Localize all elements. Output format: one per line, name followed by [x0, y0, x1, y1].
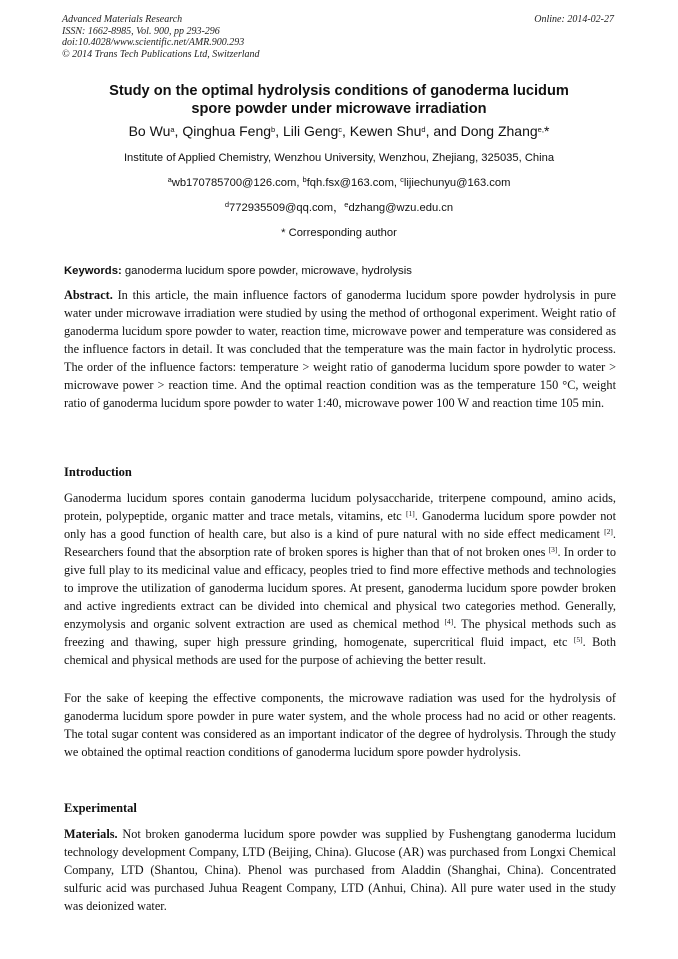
author-list — [30, 122, 648, 140]
corresponding-star: * — [543, 123, 550, 139]
keywords — [64, 264, 616, 278]
email-address[interactable]: dzhang@wzu.edu.cn — [348, 202, 454, 214]
author-name: Kewen Shu — [349, 123, 422, 139]
email-address[interactable]: wb170785700@126.com, — [171, 177, 303, 189]
paragraph-text: . Ganoderma lucidum spore powder not only has a good function of health care, but also is a kind of pure natural with no side effect medicament — [64, 509, 616, 541]
author-mark: e, — [537, 125, 544, 134]
author-mark: d — [421, 125, 426, 134]
author-name: Qinghua Feng — [182, 123, 272, 139]
citation-ref: [4] — [444, 617, 454, 626]
author-mark: b — [271, 125, 276, 134]
journal-name: Advanced Materials Research — [62, 14, 183, 25]
section-heading-experimental: Experimental — [64, 801, 137, 815]
email-mark: e — [344, 200, 349, 209]
email-mark: b — [302, 175, 307, 184]
affiliation: Institute of Applied Chemistry, Wenzhou University, Wenzhou, Zhejiang, 325035, China — [123, 152, 555, 164]
keywords-label: Keywords: — [64, 265, 122, 277]
journal-copyright: © 2014 Trans Tech Publications Ltd, Switzerland — [62, 48, 260, 60]
paragraph-text: . The physical methods such as freezing and thawing, super high pressure grinding, homogenate, supercritical fluid impact, etc — [64, 617, 616, 649]
email-address[interactable]: fqh.fsx@163.com, — [306, 177, 401, 189]
author-mark: c — [338, 125, 343, 134]
email-mark: c — [400, 175, 404, 184]
section-heading-introduction: Introduction — [64, 465, 132, 479]
paragraph-text: . Both chemical and physical methods are used for the purpose of achieving the better result. — [64, 635, 616, 667]
author-separator: , — [275, 123, 283, 139]
citation-ref: [1] — [406, 509, 415, 518]
abstract-label: Abstract. — [64, 288, 113, 302]
abstract — [64, 286, 616, 412]
journal-issn: ISSN: 1662-8985, Vol. 900, pp 293-296 — [62, 25, 220, 37]
abstract-text: In this article, the main influence factors of ganoderma lucidum spore powder hydrolysis in pure water under microwave irradiation were studied by using the method of orthogonal experiment. Weight ratio of ganoderma lucidum spore powder to water, reaction time, microwave power and temperature was considered as the influence factors in detail. It was concluded that the temperature was the main factor in hydrolytic process. The order of the influence factors: temperature > weight ratio of ganoderma lucidum spore powder to water > microwave power > reaction time. And the optimal reaction condition was as the temperature 150 °C, weight ratio of ganoderma lucidum spore powder to water 1:40, microwave power 100 W and reaction time 105 min. — [64, 288, 616, 410]
author-mark: a — [170, 125, 175, 134]
paper-title-line-1: Study on the optimal hydrolysis conditions of ganoderma lucidum — [109, 83, 569, 99]
email-address[interactable]: lijiechunyu@163.com — [403, 177, 511, 189]
author-name: Bo Wu — [128, 123, 171, 139]
materials-text: Not broken ganoderma lucidum spore powder was supplied by Fushengtang ganoderma lucidum technology development Company, LTD (Beijing, China). Glucose (AR) was purchased from Longxi Chemical Company, LTD (Shantou, China). Phenol was purchased from Aladdin (Shanghai, China). Concentrated sulfuric acid was purchased Juhua Reagent Company, LTD (Anhui, China). All pure water used in the study was deionized water. — [64, 827, 616, 913]
materials-paragraph — [64, 825, 616, 915]
journal-header — [62, 14, 260, 60]
email-line-2 — [30, 201, 648, 215]
author-separator: , — [342, 123, 350, 139]
citation-ref: [5] — [573, 635, 583, 644]
author-separator: , — [425, 123, 434, 139]
author-separator: , — [174, 123, 183, 139]
corresponding-author-note: * Corresponding author — [281, 227, 397, 239]
paper-title — [40, 83, 638, 118]
keywords-text: ganoderma lucidum spore powder, microwave, hydrolysis — [121, 265, 412, 277]
materials-label: Materials. — [64, 827, 118, 841]
introduction-paragraph-1 — [64, 489, 616, 669]
journal-doi: doi:10.4028/www.scientific.net/AMR.900.293 — [62, 37, 245, 48]
paragraph-text: Ganoderma lucidum spores contain ganoderma lucidum polysaccharide, triterpene compound, amino acids, protein, polypeptide, organic matter and trace metals, vitamins, etc — [64, 491, 616, 523]
author-name: and Dong Zhang — [433, 123, 538, 139]
citation-ref: [3] — [548, 545, 558, 554]
email-mark: a — [167, 175, 172, 184]
paragraph-text: . In order to give full play to its medicinal value and efficacy, peoples tried to find more effective methods and technologies to improve the utilization of ganoderma lucidum spores. At present, ganoderma lucidum spore powder broken and active ingredients extract can be divided into chemical and physical two categories method. Generally, enzymolysis and organic solvent extraction are used as chemical method — [64, 545, 616, 631]
email-line-1 — [30, 176, 648, 190]
introduction-paragraph-2: For the sake of keeping the effective components, the microwave radiation was used for the hydrolysis of ganoderma lucidum spore powder in pure water system, and the whole process had no acid or other reagents. The total sugar content was considered as an important indicator of the degree of hydrolysis. Through the study we obtained the optimal reaction conditions of ganoderma lucidum spore powder hydrolysis. — [64, 691, 616, 759]
author-name: Lili Geng — [283, 123, 339, 139]
paragraph-text: . Researchers found that the absorption rate of broken spores is higher than that of not broken ones — [64, 527, 616, 559]
email-address[interactable]: 772935509@qq.com， — [229, 202, 345, 214]
paper-title-line-2: spore powder under microwave irradiation — [191, 100, 487, 117]
email-mark: d — [224, 200, 230, 209]
online-date: Online: 2014-02-27 — [534, 14, 614, 25]
citation-ref: [2] — [604, 527, 613, 536]
